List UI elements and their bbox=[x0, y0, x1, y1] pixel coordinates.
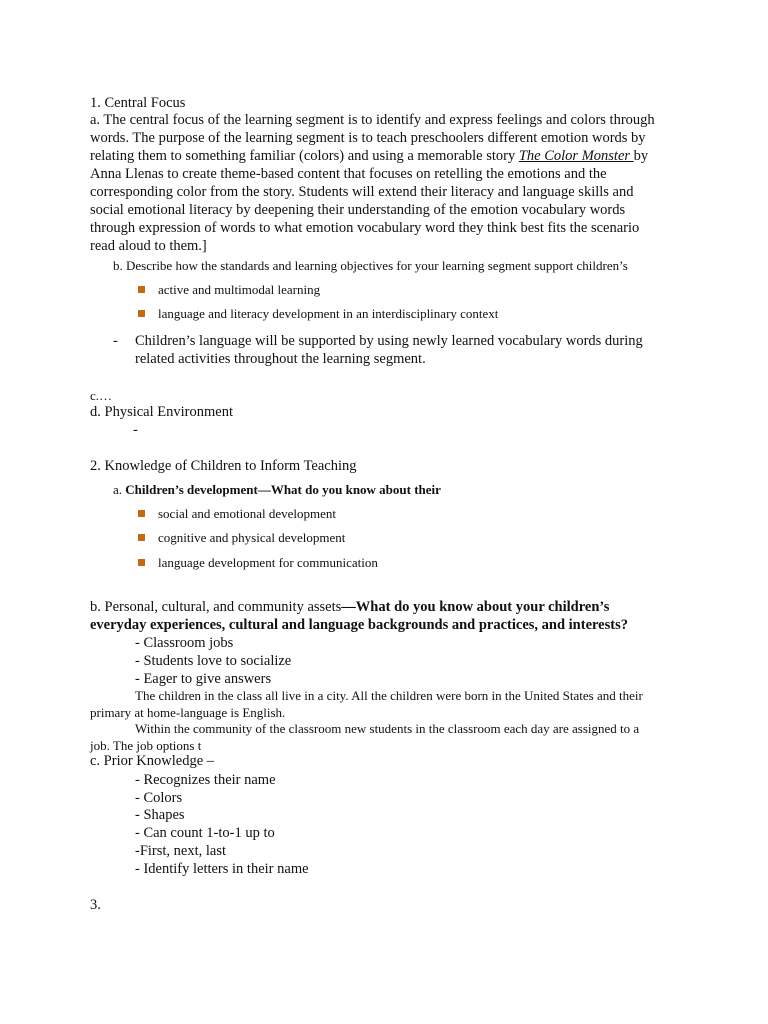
prior-knowledge-item-4: - Can count 1-to-1 up to bbox=[135, 825, 275, 841]
prior-knowledge-item-6: - Identify letters in their name bbox=[135, 861, 309, 877]
central-focus-line-6: social emotional literacy by deepening their understanding of the emotion vocabulary words bbox=[90, 202, 626, 218]
square-bullet-icon bbox=[138, 559, 145, 566]
square-bullet-icon bbox=[138, 286, 145, 293]
prompt-prefix: a. bbox=[113, 482, 123, 497]
childrens-development-prompt bbox=[113, 481, 441, 499]
jobs-paragraph-line-1: Within the community of the classroom new students in the classroom each day are assigned to a bbox=[135, 721, 640, 736]
central-focus-line-3 bbox=[90, 147, 648, 165]
a-bullet-3: language development for communication bbox=[158, 555, 378, 570]
central-focus-line-4: Anna Llenas to create theme-based content that focuses on retelling the emotions and the bbox=[90, 166, 607, 182]
central-focus-line-8: read aloud to them.] bbox=[90, 238, 207, 254]
central-focus-line-1: a. The central focus of the learning segment is to identify and express feelings and colors through bbox=[90, 112, 655, 128]
city-paragraph-line-1: The children in the class all live in a city. All the children were born in the United States and their bbox=[135, 688, 643, 703]
community-assets-line-1 bbox=[90, 598, 609, 616]
central-focus-line-3-text: relating them to something familiar (colors) and using a memorable story bbox=[90, 148, 519, 164]
a-bullet-1: social and emotional development bbox=[158, 506, 336, 521]
physical-environment-heading: d. Physical Environment bbox=[90, 404, 233, 420]
book-title: The Color Monster bbox=[518, 148, 634, 164]
prior-knowledge-item-3: - Shapes bbox=[135, 807, 185, 823]
central-focus-line-5: corresponding color from the story. Students will extend their literacy and language skills and bbox=[90, 184, 634, 200]
assets-item-1: - Classroom jobs bbox=[135, 635, 234, 651]
prior-knowledge-item-2: - Colors bbox=[135, 790, 183, 806]
assets-item-2: - Students love to socialize bbox=[135, 653, 292, 669]
prior-knowledge-item-5: -First, next, last bbox=[135, 843, 227, 859]
square-bullet-icon bbox=[138, 310, 145, 317]
b-bullet-2: language and literacy development in an interdisciplinary context bbox=[158, 306, 499, 321]
language-support-line-2: related activities throughout the learning segment. bbox=[135, 351, 426, 367]
square-bullet-icon bbox=[138, 510, 145, 517]
dash-marker: - bbox=[113, 333, 118, 349]
city-paragraph-line-2: primary at home-language is English. bbox=[90, 705, 286, 720]
community-assets-plain: b. Personal, cultural, and community assets bbox=[90, 599, 342, 615]
square-bullet-icon bbox=[138, 534, 145, 541]
community-assets-bold: —What do you know about your children’s bbox=[341, 599, 610, 615]
b-bullet-1: active and multimodal learning bbox=[158, 282, 321, 297]
section-1-b-prompt: b. Describe how the standards and learning objectives for your learning segment support children’s bbox=[113, 258, 628, 273]
section-2-heading: 2. Knowledge of Children to Inform Teaching bbox=[90, 458, 357, 474]
central-focus-line-7: through expression of words to what emotion vocabulary word they think best fits the scenario bbox=[90, 220, 640, 236]
a-bullet-2: cognitive and physical development bbox=[158, 530, 346, 545]
prior-knowledge-item-1: - Recognizes their name bbox=[135, 772, 276, 788]
community-assets-line-2: everyday experiences, cultural and language backgrounds and practices, and interests? bbox=[90, 617, 628, 633]
section-1-heading: 1. Central Focus bbox=[90, 95, 186, 111]
assets-item-3: - Eager to give answers bbox=[135, 671, 272, 687]
central-focus-line-2: words. The purpose of the learning segment is to teach preschoolers different emotion words by bbox=[90, 130, 646, 146]
section-3-heading: 3. bbox=[90, 897, 101, 913]
book-title-after: by bbox=[633, 148, 649, 164]
language-support-line-1: Children’s language will be supported by using newly learned vocabulary words during bbox=[135, 333, 643, 349]
physical-environment-dash: - bbox=[133, 422, 138, 438]
jobs-paragraph-line-2: job. The job options t bbox=[90, 738, 202, 753]
prior-knowledge-heading: c. Prior Knowledge – bbox=[90, 753, 215, 769]
prompt-bold: Children’s development—What do you know about their bbox=[125, 482, 441, 497]
section-1-c-label: c.… bbox=[90, 388, 113, 403]
